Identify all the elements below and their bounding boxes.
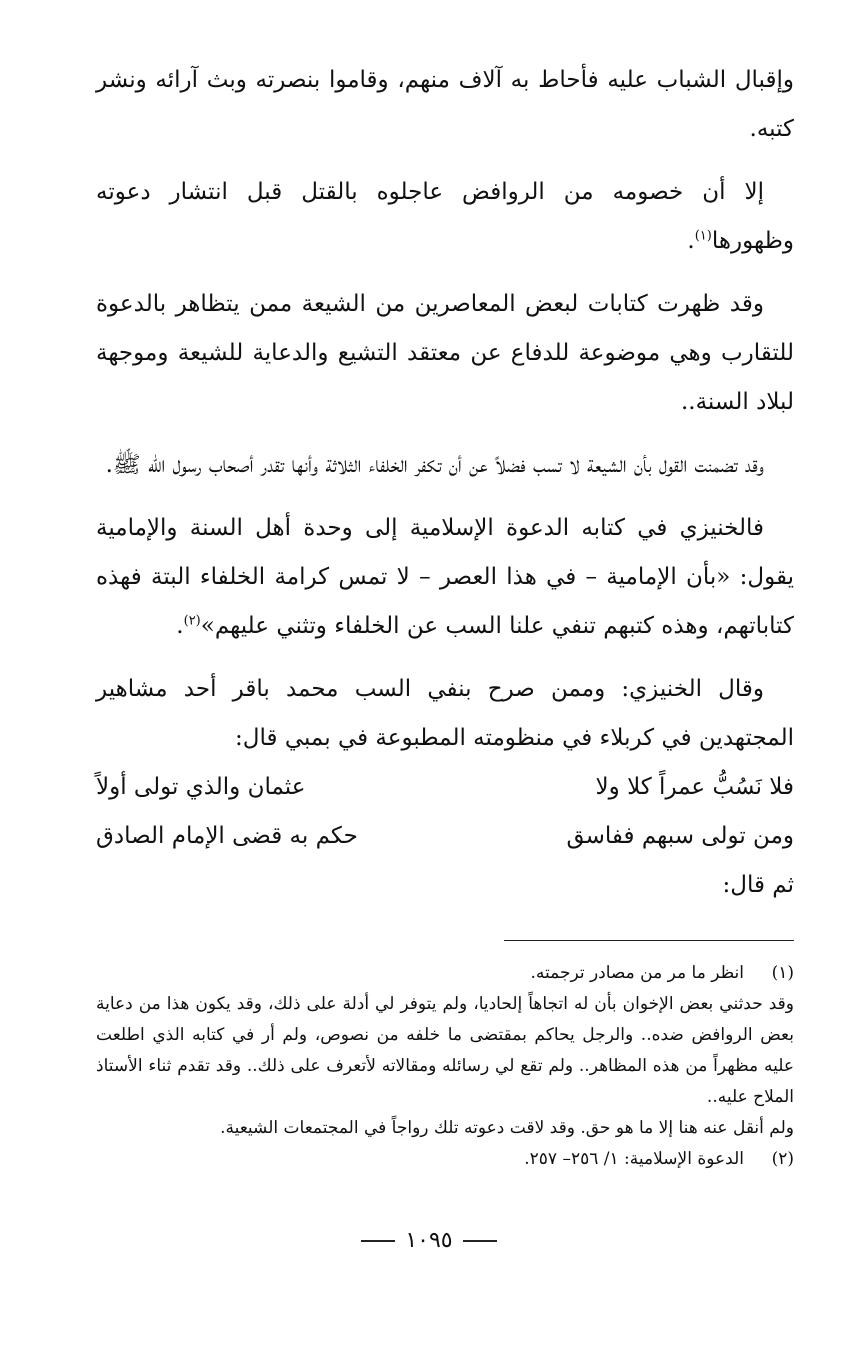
closing-line: ثم قال: [722, 872, 794, 898]
footnote-1-line: وقد حدثني بعض الإخوان بأن له اتجاهاً إلحاديا، ولم يتوفر لي أدلة على ذلك، وقد يكون هذا من دعاية بعض الروافض ضده.. والرجل يحاكم بمقتضى ما خلفه من نصوص، ولم أر في كتابه الذي اطلعت عليه مظهراً من هذه المظاهر.. ولم تقع لي رسائله ومقالاته لأتعرف على ذلك.. وقد تقدم ثناء الأستاذ الملاح عليه.. [96, 994, 794, 1107]
paragraph-2 [96, 168, 794, 266]
verse-2-first-hemistich: ومن تولى سبهم ففاسق [566, 823, 794, 849]
footnote-reference-1[interactable]: (١) [694, 228, 712, 244]
footnote-reference-2[interactable]: (٢) [183, 613, 201, 629]
page-number-value: ١٠٩٥ [405, 1228, 453, 1253]
footnote-1-line: انظر ما مر من مصادر ترجمته. [530, 963, 744, 983]
verse-1 [96, 763, 794, 812]
footnote-2-number: (٢) [771, 1149, 794, 1169]
footnotes [96, 958, 794, 1175]
paragraph-5-period: . [176, 613, 184, 639]
verse-1-first-hemistich: فلا نَسُبُّ عمراً كلا ولا [595, 774, 794, 800]
paragraph-3 [96, 280, 794, 427]
footnote-2 [96, 1144, 794, 1175]
paragraph-3-text: وقد ظهرت كتابات لبعض المعاصرين من الشيعة ممن يتظاهر بالدعوة للتقارب وهي موضوعة للدفاع عن معتقد التشيع والدعاية للشيعة وموجهة لبلاد السنة.. [96, 291, 794, 415]
paragraph-1-text: وإقبال الشباب عليه فأحاط به آلاف منهم، وقاموا بنصرته وبث آرائه ونشر كتبه. [96, 67, 794, 142]
footnote-2-line: الدعوة الإسلامية: ١/ ٢٥٦– ٢٥٧. [524, 1149, 744, 1169]
footnote-1 [96, 958, 794, 989]
footnote-1-number: (١) [771, 963, 794, 983]
paragraph-4 [96, 441, 794, 490]
footnote-1-line: ولم أنقل عنه هنا إلا ما هو حق. وقد لاقت دعوته تلك رواجاً في المجتمعات الشيعية. [220, 1118, 794, 1138]
footnote-2-body [96, 1144, 744, 1175]
footnote-1-body [96, 958, 744, 989]
paragraph-4-text: وقد تضمنت القول بأن الشيعة لا تسب فضلاً عن أن تكفر الخلفاء الثلاثة وأنها تقدر أصحاب رسول الله ﷺ. [105, 452, 764, 478]
page-number-dash [361, 1240, 395, 1242]
paragraph-5 [96, 504, 794, 651]
main-text [96, 56, 794, 910]
paragraph-6 [96, 665, 794, 763]
footnote-separator [504, 940, 794, 941]
verse-2 [96, 812, 794, 861]
paragraph-5-text: فالخنيزي في كتابه الدعوة الإسلامية إلى وحدة أهل السنة والإمامية يقول: «بأن الإمامية – في هذا العصر – لا تمس كرامة الخلفاء البتة فهذه كتاباتهم، وهذه كتبهم تنفي علنا السب عن الخلفاء وتثني عليهم» [96, 515, 794, 639]
verse-2-second-hemistich: حكم به قضى الإمام الصادق [96, 823, 358, 849]
paragraph-2-text: إلا أن خصومه من الروافض عاجلوه بالقتل قبل انتشار دعوته وظهورها [96, 179, 794, 254]
paragraph-1 [96, 56, 794, 154]
page-number-dash [463, 1240, 497, 1242]
paragraph-2-period: . [687, 228, 695, 254]
page-number [0, 1228, 858, 1253]
verse-1-second-hemistich: عثمان والذي تولى أولاً [96, 774, 306, 800]
paragraph-6-text: وقال الخنيزي: وممن صرح بنفي السب محمد باقر أحد مشاهير المجتهدين في كربلاء في منظومته المطبوعة في بمبي قال: [96, 676, 794, 751]
